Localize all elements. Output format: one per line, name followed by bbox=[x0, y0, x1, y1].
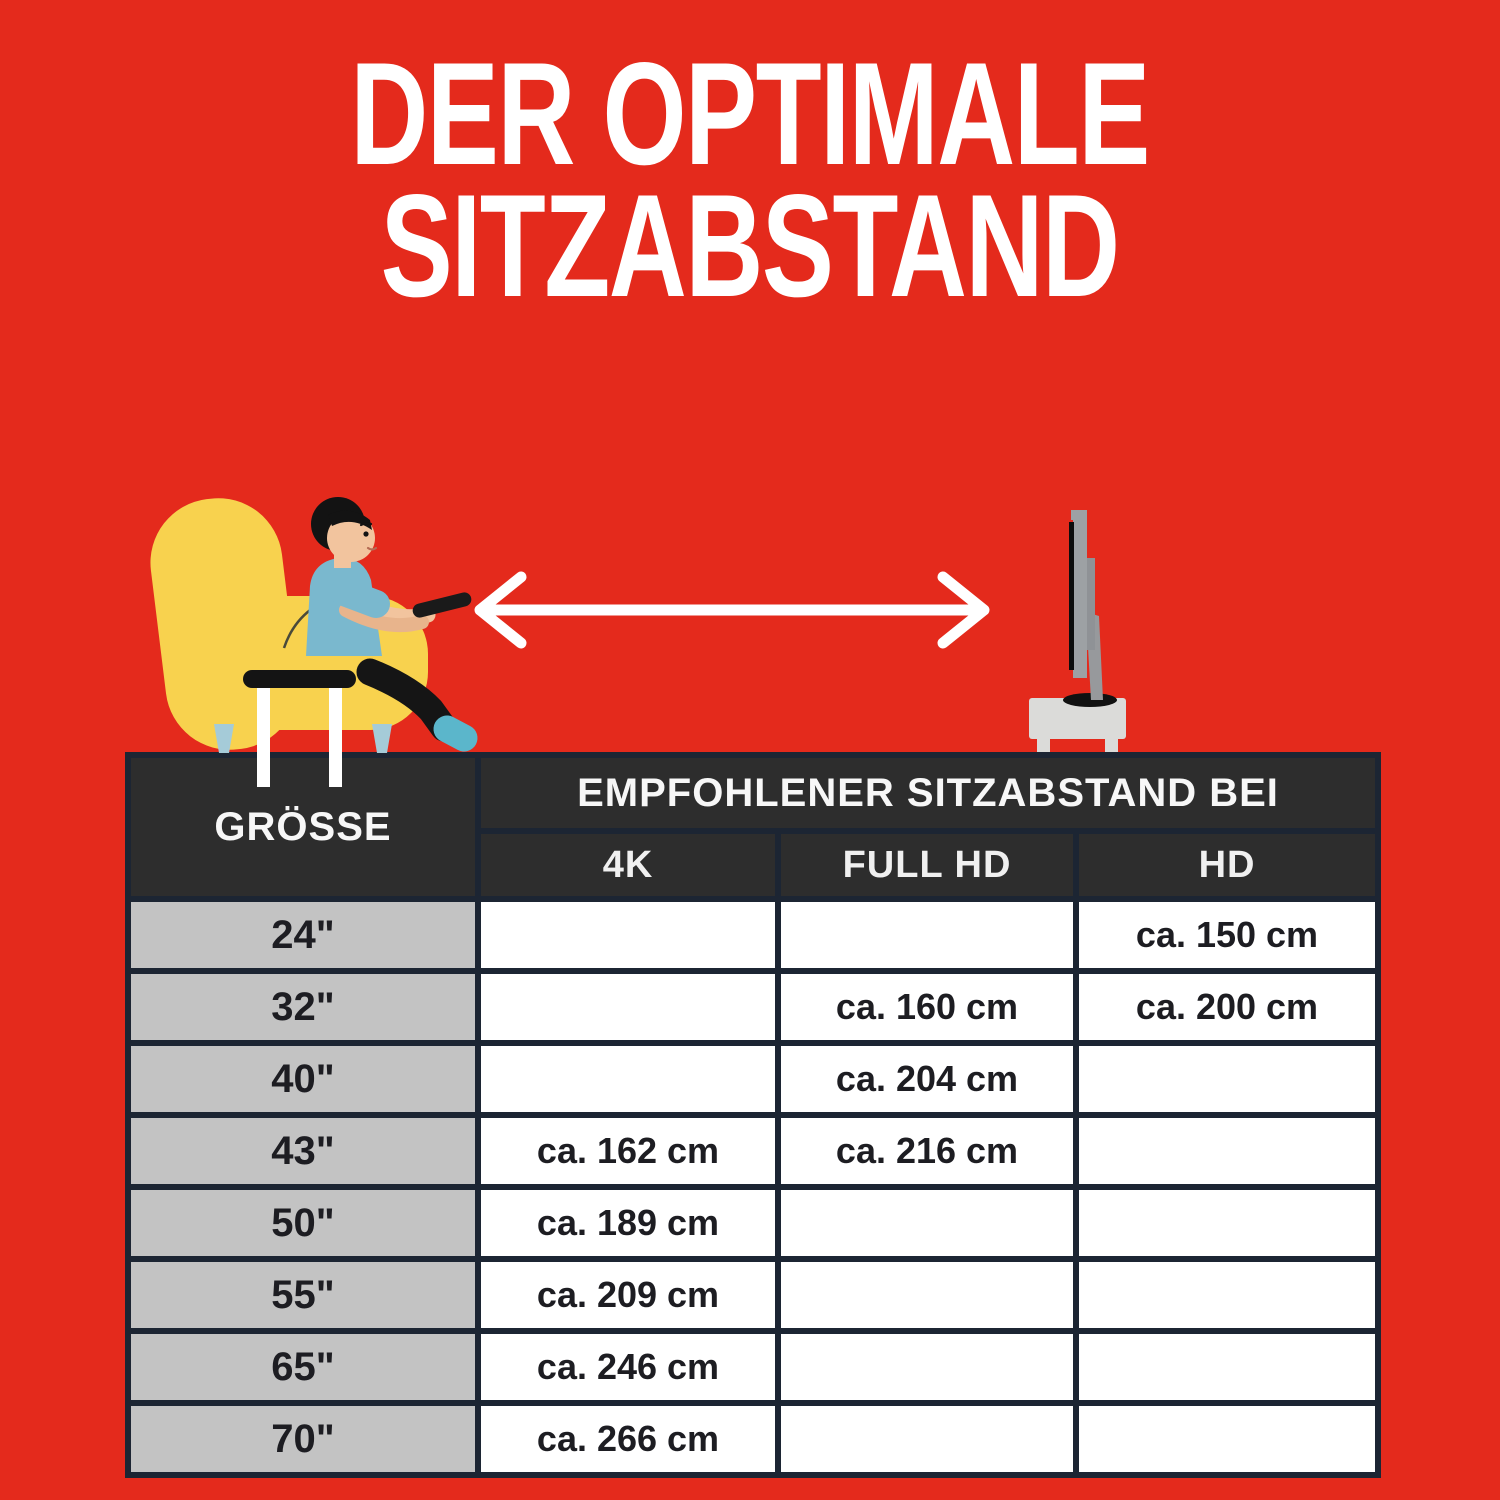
tv-side-view-icon bbox=[1029, 510, 1126, 752]
page-title-line-2: SITZABSTAND bbox=[381, 164, 1119, 327]
column-header-fullhd: FULL HD bbox=[778, 831, 1076, 899]
size-cell: 24" bbox=[128, 899, 478, 971]
page-title bbox=[0, 32, 1500, 327]
value-cell-fullhd bbox=[778, 1187, 1076, 1259]
size-cell: 32" bbox=[128, 971, 478, 1043]
table-row bbox=[128, 971, 1378, 1043]
value-cell-fullhd bbox=[778, 1259, 1076, 1331]
value-cell-fullhd bbox=[778, 1403, 1076, 1475]
value-cell-4k: ca. 266 cm bbox=[478, 1403, 778, 1475]
table-row bbox=[128, 1403, 1378, 1475]
column-group-header: EMPFOHLENER SITZABSTAND BEI bbox=[478, 755, 1378, 831]
value-cell-4k: ca. 246 cm bbox=[478, 1331, 778, 1403]
size-cell: 43" bbox=[128, 1115, 478, 1187]
value-cell-4k: ca. 189 cm bbox=[478, 1187, 778, 1259]
value-cell-hd: ca. 150 cm bbox=[1076, 899, 1378, 971]
value-cell-fullhd: ca. 216 cm bbox=[778, 1115, 1076, 1187]
column-header-4k: 4K bbox=[478, 831, 778, 899]
value-cell-4k bbox=[478, 1043, 778, 1115]
size-cell: 70" bbox=[128, 1403, 478, 1475]
value-cell-hd bbox=[1076, 1259, 1378, 1331]
size-cell: 55" bbox=[128, 1259, 478, 1331]
column-header-hd: HD bbox=[1076, 831, 1378, 899]
table-row bbox=[128, 1043, 1378, 1115]
value-cell-fullhd bbox=[778, 899, 1076, 971]
value-cell-hd: ca. 200 cm bbox=[1076, 971, 1378, 1043]
table-header-row-group bbox=[128, 755, 1378, 831]
value-cell-fullhd: ca. 204 cm bbox=[778, 1043, 1076, 1115]
value-cell-fullhd bbox=[778, 1331, 1076, 1403]
table-row bbox=[128, 1115, 1378, 1187]
page-title-line-1: DER OPTIMALE bbox=[350, 32, 1150, 195]
size-cell: 50" bbox=[128, 1187, 478, 1259]
table-row bbox=[128, 899, 1378, 971]
table-row bbox=[128, 1259, 1378, 1331]
value-cell-hd bbox=[1076, 1115, 1378, 1187]
size-cell: 40" bbox=[128, 1043, 478, 1115]
value-cell-4k bbox=[478, 899, 778, 971]
table-row bbox=[128, 1187, 1378, 1259]
distance-table-container bbox=[125, 752, 1381, 1478]
column-header-groesse: GRÖSSE bbox=[128, 755, 478, 899]
size-cell: 65" bbox=[128, 1331, 478, 1403]
value-cell-4k: ca. 162 cm bbox=[478, 1115, 778, 1187]
value-cell-fullhd: ca. 160 cm bbox=[778, 971, 1076, 1043]
table-row bbox=[128, 1331, 1378, 1403]
value-cell-hd bbox=[1076, 1331, 1378, 1403]
sitzabstand-table bbox=[125, 752, 1381, 1478]
person-on-armchair-icon bbox=[143, 491, 473, 757]
value-cell-4k: ca. 209 cm bbox=[478, 1259, 778, 1331]
value-cell-hd bbox=[1076, 1043, 1378, 1115]
value-cell-hd bbox=[1076, 1187, 1378, 1259]
value-cell-hd bbox=[1076, 1403, 1378, 1475]
value-cell-4k bbox=[478, 971, 778, 1043]
distance-double-arrow-icon bbox=[480, 577, 984, 643]
